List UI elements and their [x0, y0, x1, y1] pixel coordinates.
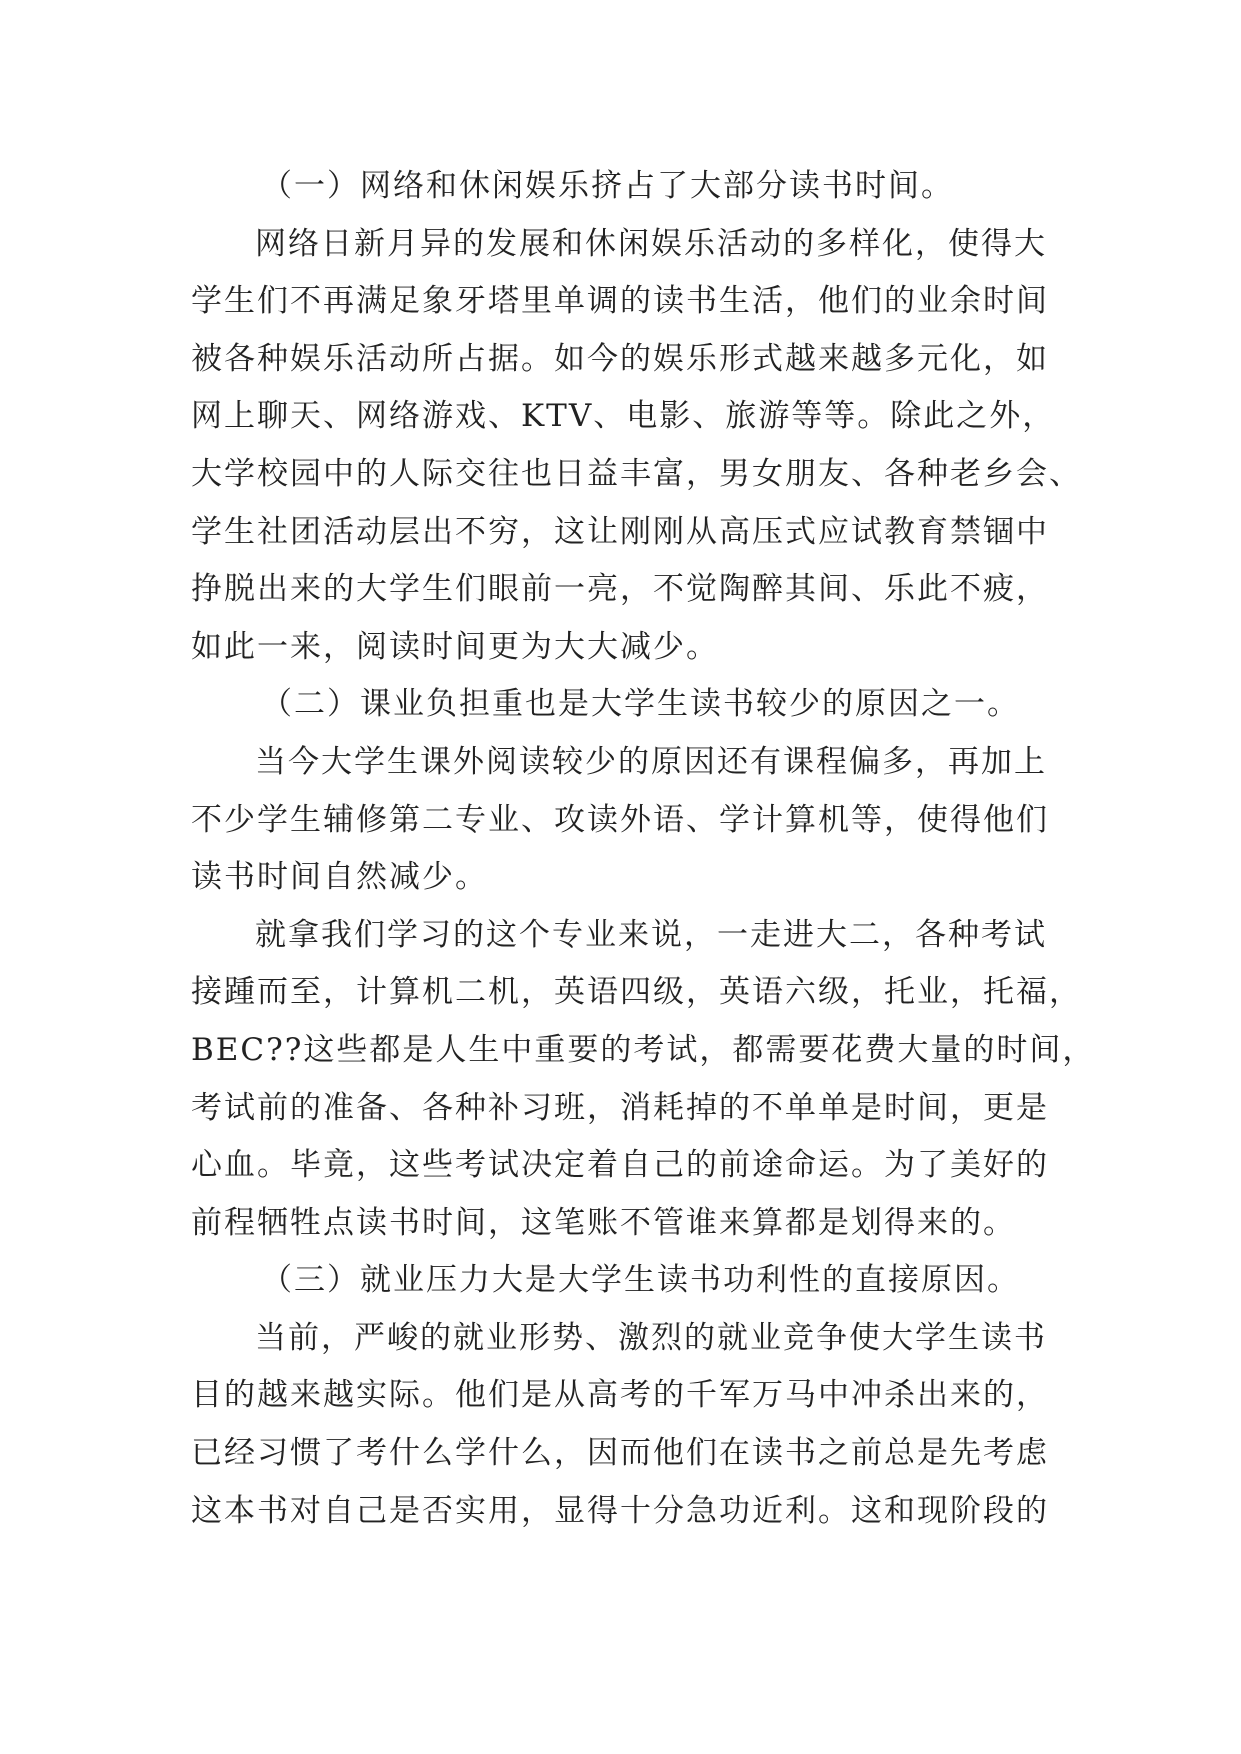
paragraph-line: 心血。毕竟，这些考试决定着自己的前途命运。为了美好的	[191, 1147, 1049, 1184]
section-heading-3: （三）就业压力大是大学生读书功利性的直接原因。	[261, 1262, 1020, 1299]
paragraph-line: 挣脱出来的大学生们眼前一亮，不觉陶醉其间、乐此不疲，	[191, 571, 1049, 608]
paragraph-line: 目的越来越实际。他们是从高考的千军万马中冲杀出来的，	[191, 1377, 1049, 1414]
paragraph-line: 接踵而至，计算机二机，英语四级，英语六级，托业，托福，	[191, 974, 1082, 1011]
paragraph-line: 考试前的准备、各种补习班，消耗掉的不单单是时间，更是	[191, 1089, 1049, 1126]
paragraph-line: 如此一来，阅读时间更为大大减少。	[191, 628, 719, 665]
paragraph-line: 当前，严峻的就业形势、激烈的就业竞争使大学生读书	[255, 1319, 1047, 1356]
paragraph-line: 前程牺牲点读书时间，这笔账不管谁来算都是划得来的。	[191, 1204, 1016, 1241]
paragraph-line: 当今大学生课外阅读较少的原因还有课程偏多，再加上	[255, 743, 1047, 780]
paragraph-line: 大学校园中的人际交往也日益丰富，男女朋友、各种老乡会、	[191, 455, 1082, 492]
paragraph-line: 学生社团活动层出不穷，这让刚刚从高压式应试教育禁锢中	[191, 513, 1049, 550]
paragraph-line: 已经习惯了考什么学什么，因而他们在读书之前总是先考虑	[191, 1435, 1049, 1472]
paragraph-line: 就拿我们学习的这个专业来说，一走进大二，各种考试	[255, 916, 1047, 953]
section-heading-1: （一）网络和休闲娱乐挤占了大部分读书时间。	[261, 168, 954, 204]
paragraph-line: 这本书对自己是否实用，显得十分急功近利。这和现阶段的	[191, 1492, 1049, 1529]
document-body	[191, 158, 1096, 1540]
paragraph-line: 不少学生辅修第二专业、攻读外语、学计算机等，使得他们	[191, 801, 1049, 838]
paragraph-line: BEC??这些都是人生中重要的考试，都需要花费大量的时间，	[191, 1031, 1096, 1068]
paragraph-line: 读书时间自然减少。	[191, 859, 488, 896]
paragraph-line: 网上聊天、网络游戏、KTV、电影、旅游等等。除此之外，	[191, 398, 1056, 435]
paragraph-line: 学生们不再满足象牙塔里单调的读书生活，他们的业余时间	[191, 283, 1049, 320]
paragraph-line: 被各种娱乐活动所占据。如今的娱乐形式越来越多元化，如	[191, 340, 1049, 377]
paragraph-line: 网络日新月异的发展和休闲娱乐活动的多样化，使得大	[255, 225, 1047, 262]
section-heading-2: （二）课业负担重也是大学生读书较少的原因之一。	[261, 686, 1020, 723]
